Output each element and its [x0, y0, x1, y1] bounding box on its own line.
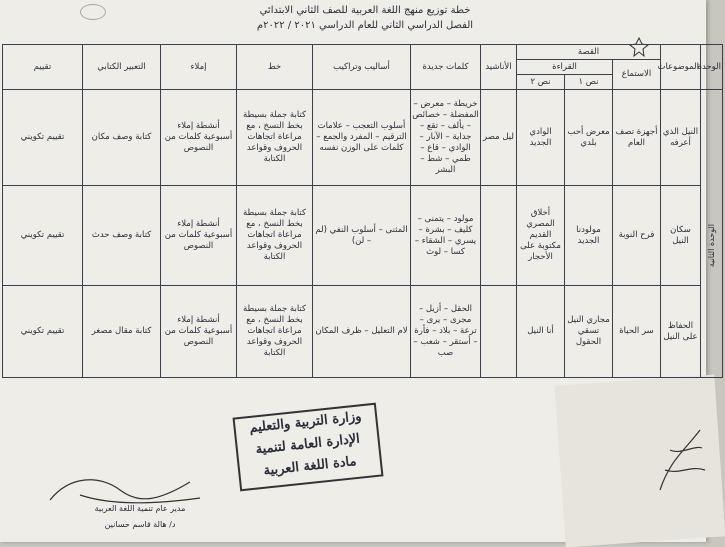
- table-row: [3, 90, 723, 186]
- assessment-header: تقييم: [3, 45, 83, 90]
- official-stamp: [233, 403, 384, 492]
- unit-header: الوحدة: [701, 45, 723, 90]
- theme-cell: سكان النيل: [661, 186, 701, 286]
- writing-header: التعبير الكتابي: [83, 45, 161, 90]
- signature-title: مدير عام تنمية اللغة العربية: [94, 504, 186, 513]
- logo-icon: [80, 4, 106, 20]
- handwriting-cell: كتابة جملة بسيطة بخط النسخ ، مع مراعاة اتجاهات الحروف وقواعد الكتابة: [237, 90, 313, 186]
- document-title: خطة توزيع منهج اللغة العربية للصف الثاني الابتدائي: [259, 5, 471, 16]
- styles-cell: أسلوب التعجب – علامات الترقيم – المفرد والجمع – كلمات على الوزن نفسه: [313, 90, 411, 186]
- assessment-cell: تقييم تكويني: [3, 90, 83, 186]
- theme-cell: الحفاظ على النيل: [661, 286, 701, 378]
- text1-cell: مولودنا الجديد: [565, 186, 613, 286]
- styles-cell: المثنى – أسلوب النفي (لم – لن): [313, 186, 411, 286]
- document-subtitle: الفصل الدراسي الثاني للعام الدراسي ٢٠٢١ / ٢٠٢٢م: [256, 20, 474, 31]
- theme-cell: النيل الذي أعرفه: [661, 90, 701, 186]
- dictation-header: إملاء: [161, 45, 237, 90]
- stamp-line-3: مادة اللغة العربية: [262, 454, 358, 479]
- unit-cell: الوحدة الثانية: [701, 90, 723, 378]
- new-words-cell: الحقل – أزيل – مجرى – يرى – ترعة – بلاد – فأرة – أستقر – شعب – صب: [411, 286, 481, 378]
- song-cell: [481, 286, 517, 378]
- text1-cell: معرض أحب بلدي: [565, 90, 613, 186]
- listening-cell: سر الحياة: [613, 286, 661, 378]
- curriculum-table: [2, 44, 723, 378]
- text2-cell: أنا النيل: [517, 286, 565, 378]
- dictation-cell: أنشطة إملاء أسبوعية كلمات من النصوص: [161, 90, 237, 186]
- assessment-cell: تقييم تكويني: [3, 286, 83, 378]
- text2-cell: أخلاق المصري القديم مكتوبة على الأحجار: [517, 186, 565, 286]
- table-row: [3, 286, 723, 378]
- writing-cell: كتابة مقال مصغر: [83, 286, 161, 378]
- listening-header: الاستماع: [613, 60, 661, 90]
- theme-header: الموضوعات: [661, 45, 701, 90]
- table-row: [3, 186, 723, 286]
- styles-cell: لام التعليل – ظرف المكان: [313, 286, 411, 378]
- new-words-header: كلمات جديدة: [411, 45, 481, 90]
- assessment-cell: تقييم تكويني: [3, 186, 83, 286]
- story-header: القصة: [517, 45, 661, 60]
- handwriting-header: خط: [237, 45, 313, 90]
- writing-cell: كتابة وصف حدث: [83, 186, 161, 286]
- table-header-row: [3, 45, 723, 60]
- dictation-cell: أنشطة إملاء أسبوعية كلمات من النصوص: [161, 286, 237, 378]
- stamp-line-2: الإدارة العامة لتنمية: [254, 431, 361, 458]
- reading-header: القراءة: [517, 60, 613, 75]
- listening-cell: أجهزة تصف العام: [613, 90, 661, 186]
- songs-header: الأناشيد: [481, 45, 517, 90]
- song-cell: ليل مصر: [481, 90, 517, 186]
- text1-header: نص ١: [565, 75, 613, 90]
- new-words-cell: خريطة – معرض – المفضلة – خصائص – يألف – تقع – جداية – الآبار – الوادي – قاع – طمي – شط – البشر: [411, 90, 481, 186]
- styles-header: أساليب وتراكيب: [313, 45, 411, 90]
- writing-cell: كتابة وصف مكان: [83, 90, 161, 186]
- signature-name: د/ هالة قاسم حسانين: [104, 520, 176, 529]
- handwriting-cell: كتابة جملة بسيطة بخط النسخ ، مع مراعاة اتجاهات الحروف وقواعد الكتابة: [237, 286, 313, 378]
- dictation-cell: أنشطة إملاء أسبوعية كلمات من النصوص: [161, 186, 237, 286]
- text2-cell: الوادي الجديد: [517, 90, 565, 186]
- text2-header: نص ٢: [517, 75, 565, 90]
- song-cell: [481, 186, 517, 286]
- text1-cell: مجاري النيل تسقي الحقول: [565, 286, 613, 378]
- handwriting-cell: كتابة جملة بسيطة بخط النسخ ، مع مراعاة اتجاهات الحروف وقواعد الكتابة: [237, 186, 313, 286]
- listening-cell: فرح النوبة: [613, 186, 661, 286]
- signature-right: [650, 420, 710, 500]
- stamp-line-1: وزارة التربية والتعليم: [248, 409, 363, 436]
- new-words-cell: مولود – يتمنى – كليف – بشرة – يسري – الشقاء – كسا – لوث: [411, 186, 481, 286]
